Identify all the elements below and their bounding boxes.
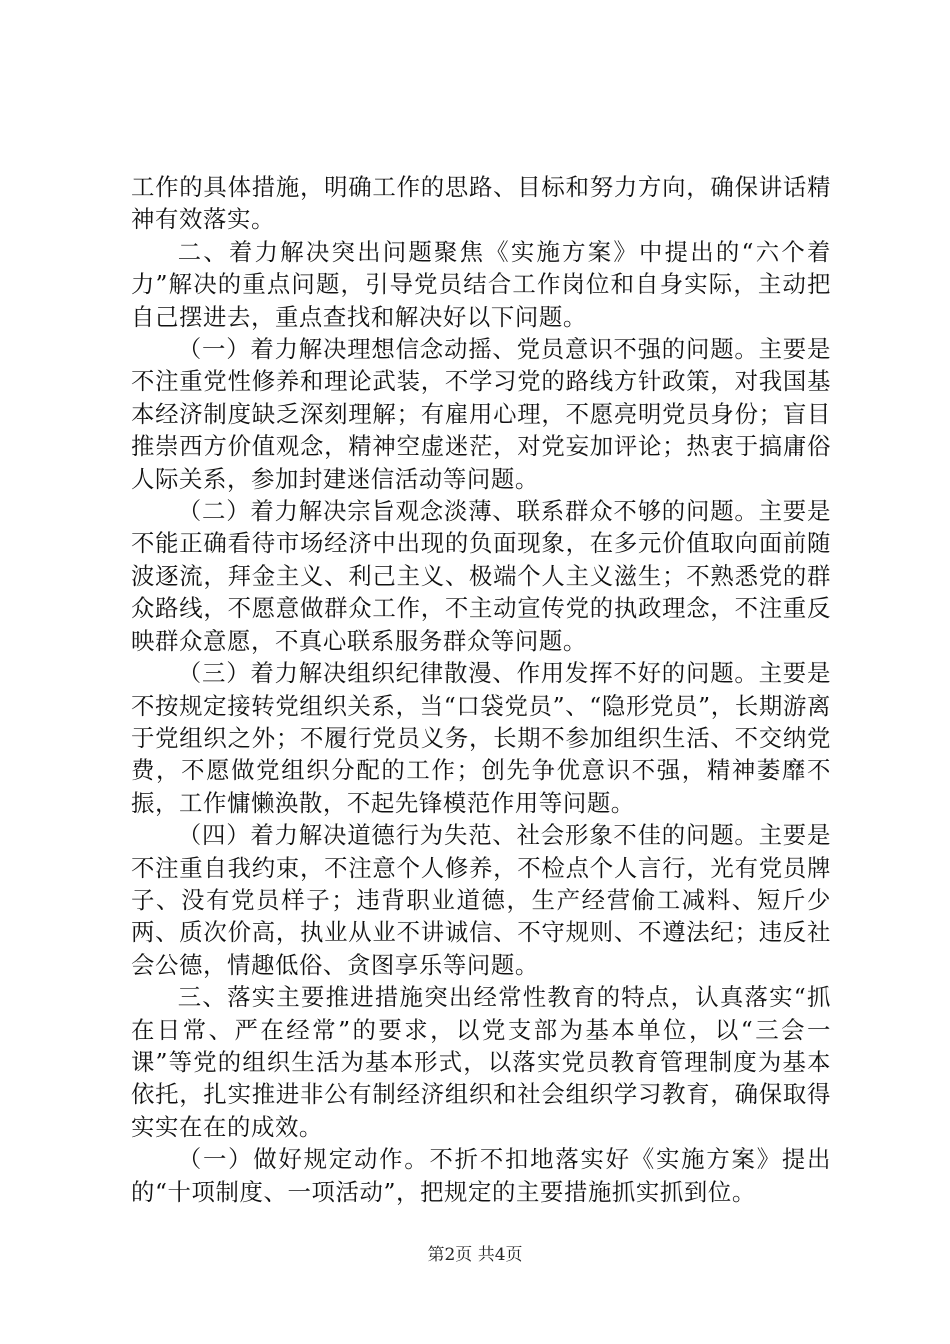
- paragraph: 工作的具体措施，明确工作的思路、目标和努力方向，确保讲话精神有效落实。: [131, 173, 831, 234]
- paragraph: （一）着力解决理想信念动摇、党员意识不强的问题。主要是不注重党性修养和理论武装，不学习党的路线方针政策，对我国基本经济制度缺乏深刻理解；有雇用心理，不愿亮明党员身份；盲目推崇西方价值观念，精神空虚迷茫，对党妄加评论；热衷于搞庸俗人际关系，参加封建迷信活动等问题。: [131, 335, 831, 493]
- paragraph: 三、落实主要推进措施突出经常性教育的特点，认真落实“抓在日常、严在经常”的要求，以党支部为基本单位，以“三会一课”等党的组织生活为基本形式，以落实党员教育管理制度为基本依托，扎实推进非公有制经济组织和社会组织学习教育，确保取得实实在在的成效。: [131, 983, 831, 1141]
- paragraph: （二）着力解决宗旨观念淡薄、联系群众不够的问题。主要是不能正确看待市场经济中出现的负面现象，在多元价值取向面前随波逐流，拜金主义、利己主义、极端个人主义滋生；不熟悉党的群众路线，不愿意做群众工作，不主动宣传党的执政理念，不注重反映群众意愿，不真心联系服务群众等问题。: [131, 497, 831, 655]
- paragraph: （三）着力解决组织纪律散漫、作用发挥不好的问题。主要是不按规定接转党组织关系，当“口袋党员”、“隐形党员”，长期游离于党组织之外；不履行党员义务，长期不参加组织生活、不交纳党费，不愿做党组织分配的工作；创先争优意识不强，精神萎靡不振，工作慵懒涣散，不起先锋模范作用等问题。: [131, 659, 831, 817]
- paragraph: 二、着力解决突出问题聚焦《实施方案》中提出的“六个着力”解决的重点问题，引导党员结合工作岗位和自身实际，主动把自己摆进去，重点查找和解决好以下问题。: [131, 237, 831, 331]
- document-body: [131, 171, 831, 1208]
- page-number-footer: 第2页 共4页: [427, 1245, 523, 1265]
- paragraph: （四）着力解决道德行为失范、社会形象不佳的问题。主要是不注重自我约束，不注意个人修养，不检点个人言行，光有党员牌子、没有党员样子；违背职业道德，生产经营偷工减料、短斤少两、质次价高，执业从业不讲诚信、不守规则、不遵法纪；违反社会公德，情趣低俗、贪图享乐等问题。: [131, 821, 831, 979]
- paragraph: （一）做好规定动作。不折不扣地落实好《实施方案》提出的“十项制度、一项活动”，把规定的主要措施抓实抓到位。: [131, 1145, 831, 1206]
